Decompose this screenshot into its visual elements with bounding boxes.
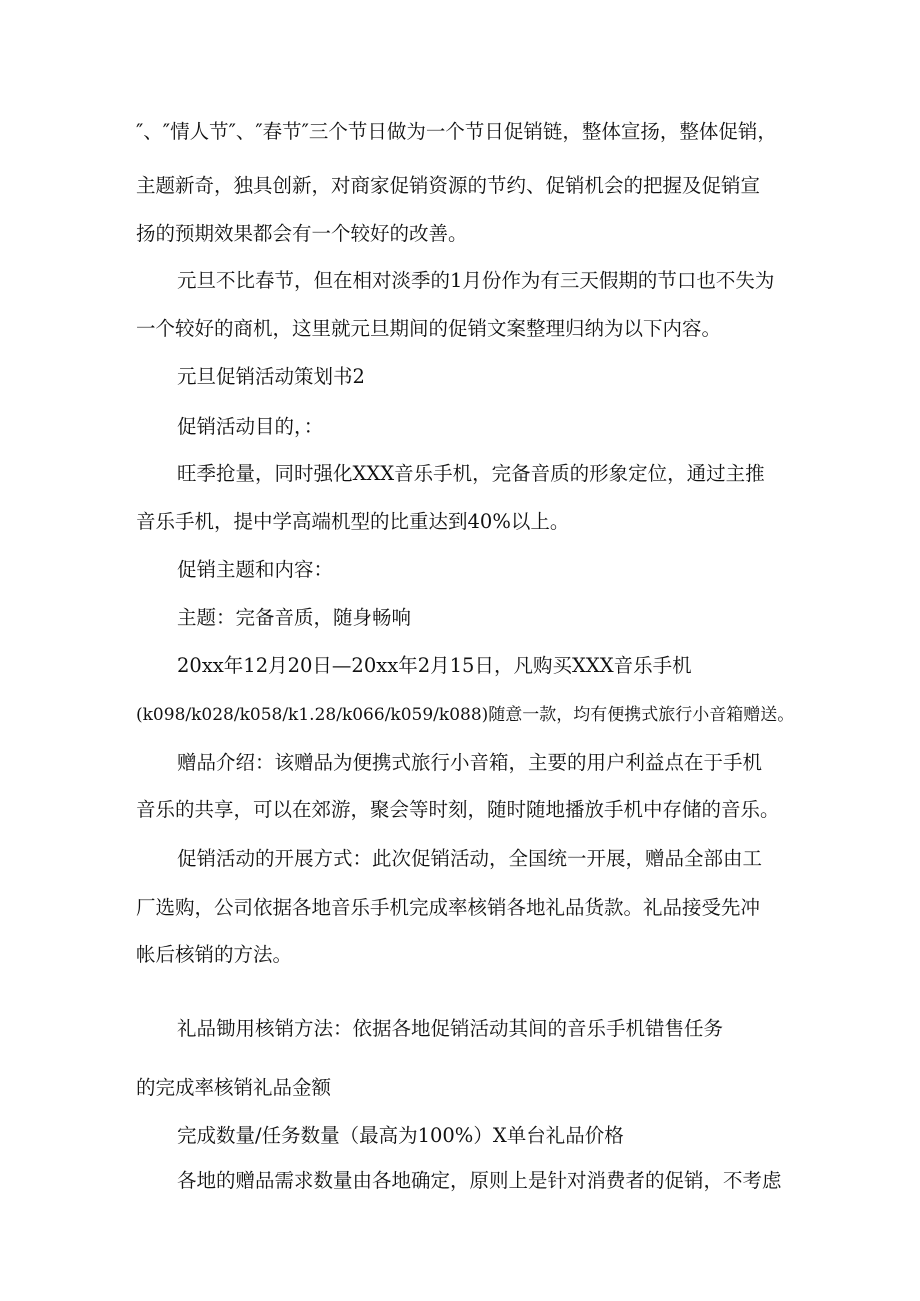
text-line: 厂选购，公司依据各地音乐手机完成率核销各地礼品货款。礼品接受先冲 bbox=[136, 896, 761, 919]
text-line: 20xx年12月20日—20xx年2月15日，凡购买XXX音乐手机 bbox=[177, 654, 692, 677]
text-line: 促销主题和内容： bbox=[177, 558, 334, 581]
section-heading: 元旦促销活动策划书2 bbox=[177, 365, 365, 388]
text-line: 促销活动目的，： bbox=[177, 415, 324, 438]
text-line: 礼品锄用核销方法：依据各地促销活动其间的音乐手机错售任务 bbox=[177, 1017, 724, 1040]
text-line: 元旦不比春节，但在相对淡季的1月份作为有三天假期的节口也不失为 bbox=[177, 269, 775, 292]
text-line: 主题新奇，独具创新，对商家促销资源的节约、促销机会的把握及促销宣 bbox=[136, 174, 761, 197]
text-line: 赠品介绍：该赠品为便携式旅行小音箱，主要的用户利益点在于手机 bbox=[177, 751, 763, 774]
text-line: 促销活动的开展方式：此次促销活动，全国统一开展，赠品全部由工 bbox=[177, 847, 763, 870]
text-line: 旺季抢量，同时强化XXX音乐手机，完备音质的形象定位，通过主推 bbox=[177, 462, 765, 485]
text-line: 音乐的共享，可以在郊游，聚会等时刻，随时随地播放手机中存储的音乐。 bbox=[136, 798, 780, 821]
text-line: 一个较好的商机，这里就元旦期间的促销文案整理归纳为以下内容。 bbox=[136, 317, 722, 340]
text-line: 的完成率核销礼品金额 bbox=[136, 1076, 332, 1099]
text-line: 各地的赠品需求数量由各地确定，原则上是针对消费者的促销，不考虑 bbox=[177, 1169, 782, 1192]
text-line: 帐后核销的方法。 bbox=[136, 943, 293, 966]
text-line: 主题：完备音质，随身畅响 bbox=[177, 606, 412, 629]
text-line: 音乐手机，提中学高端机型的比重达到40%以上。 bbox=[136, 510, 570, 533]
text-line: 扬的预期效果都会有一个较好的改善。 bbox=[136, 222, 468, 245]
text-line: 完成数量/任务数量（最高为100%）X单台礼品价格 bbox=[177, 1124, 624, 1147]
text-line: ″、″情人节″、″春节″三个节日做为一个节日促销链，整体宣扬，整体促销， bbox=[136, 120, 777, 143]
text-line: (k098/k028/k058/k1.28/k066/k059/k088)随意一款，均有便携式旅行小音箱赠送。 bbox=[136, 705, 795, 725]
